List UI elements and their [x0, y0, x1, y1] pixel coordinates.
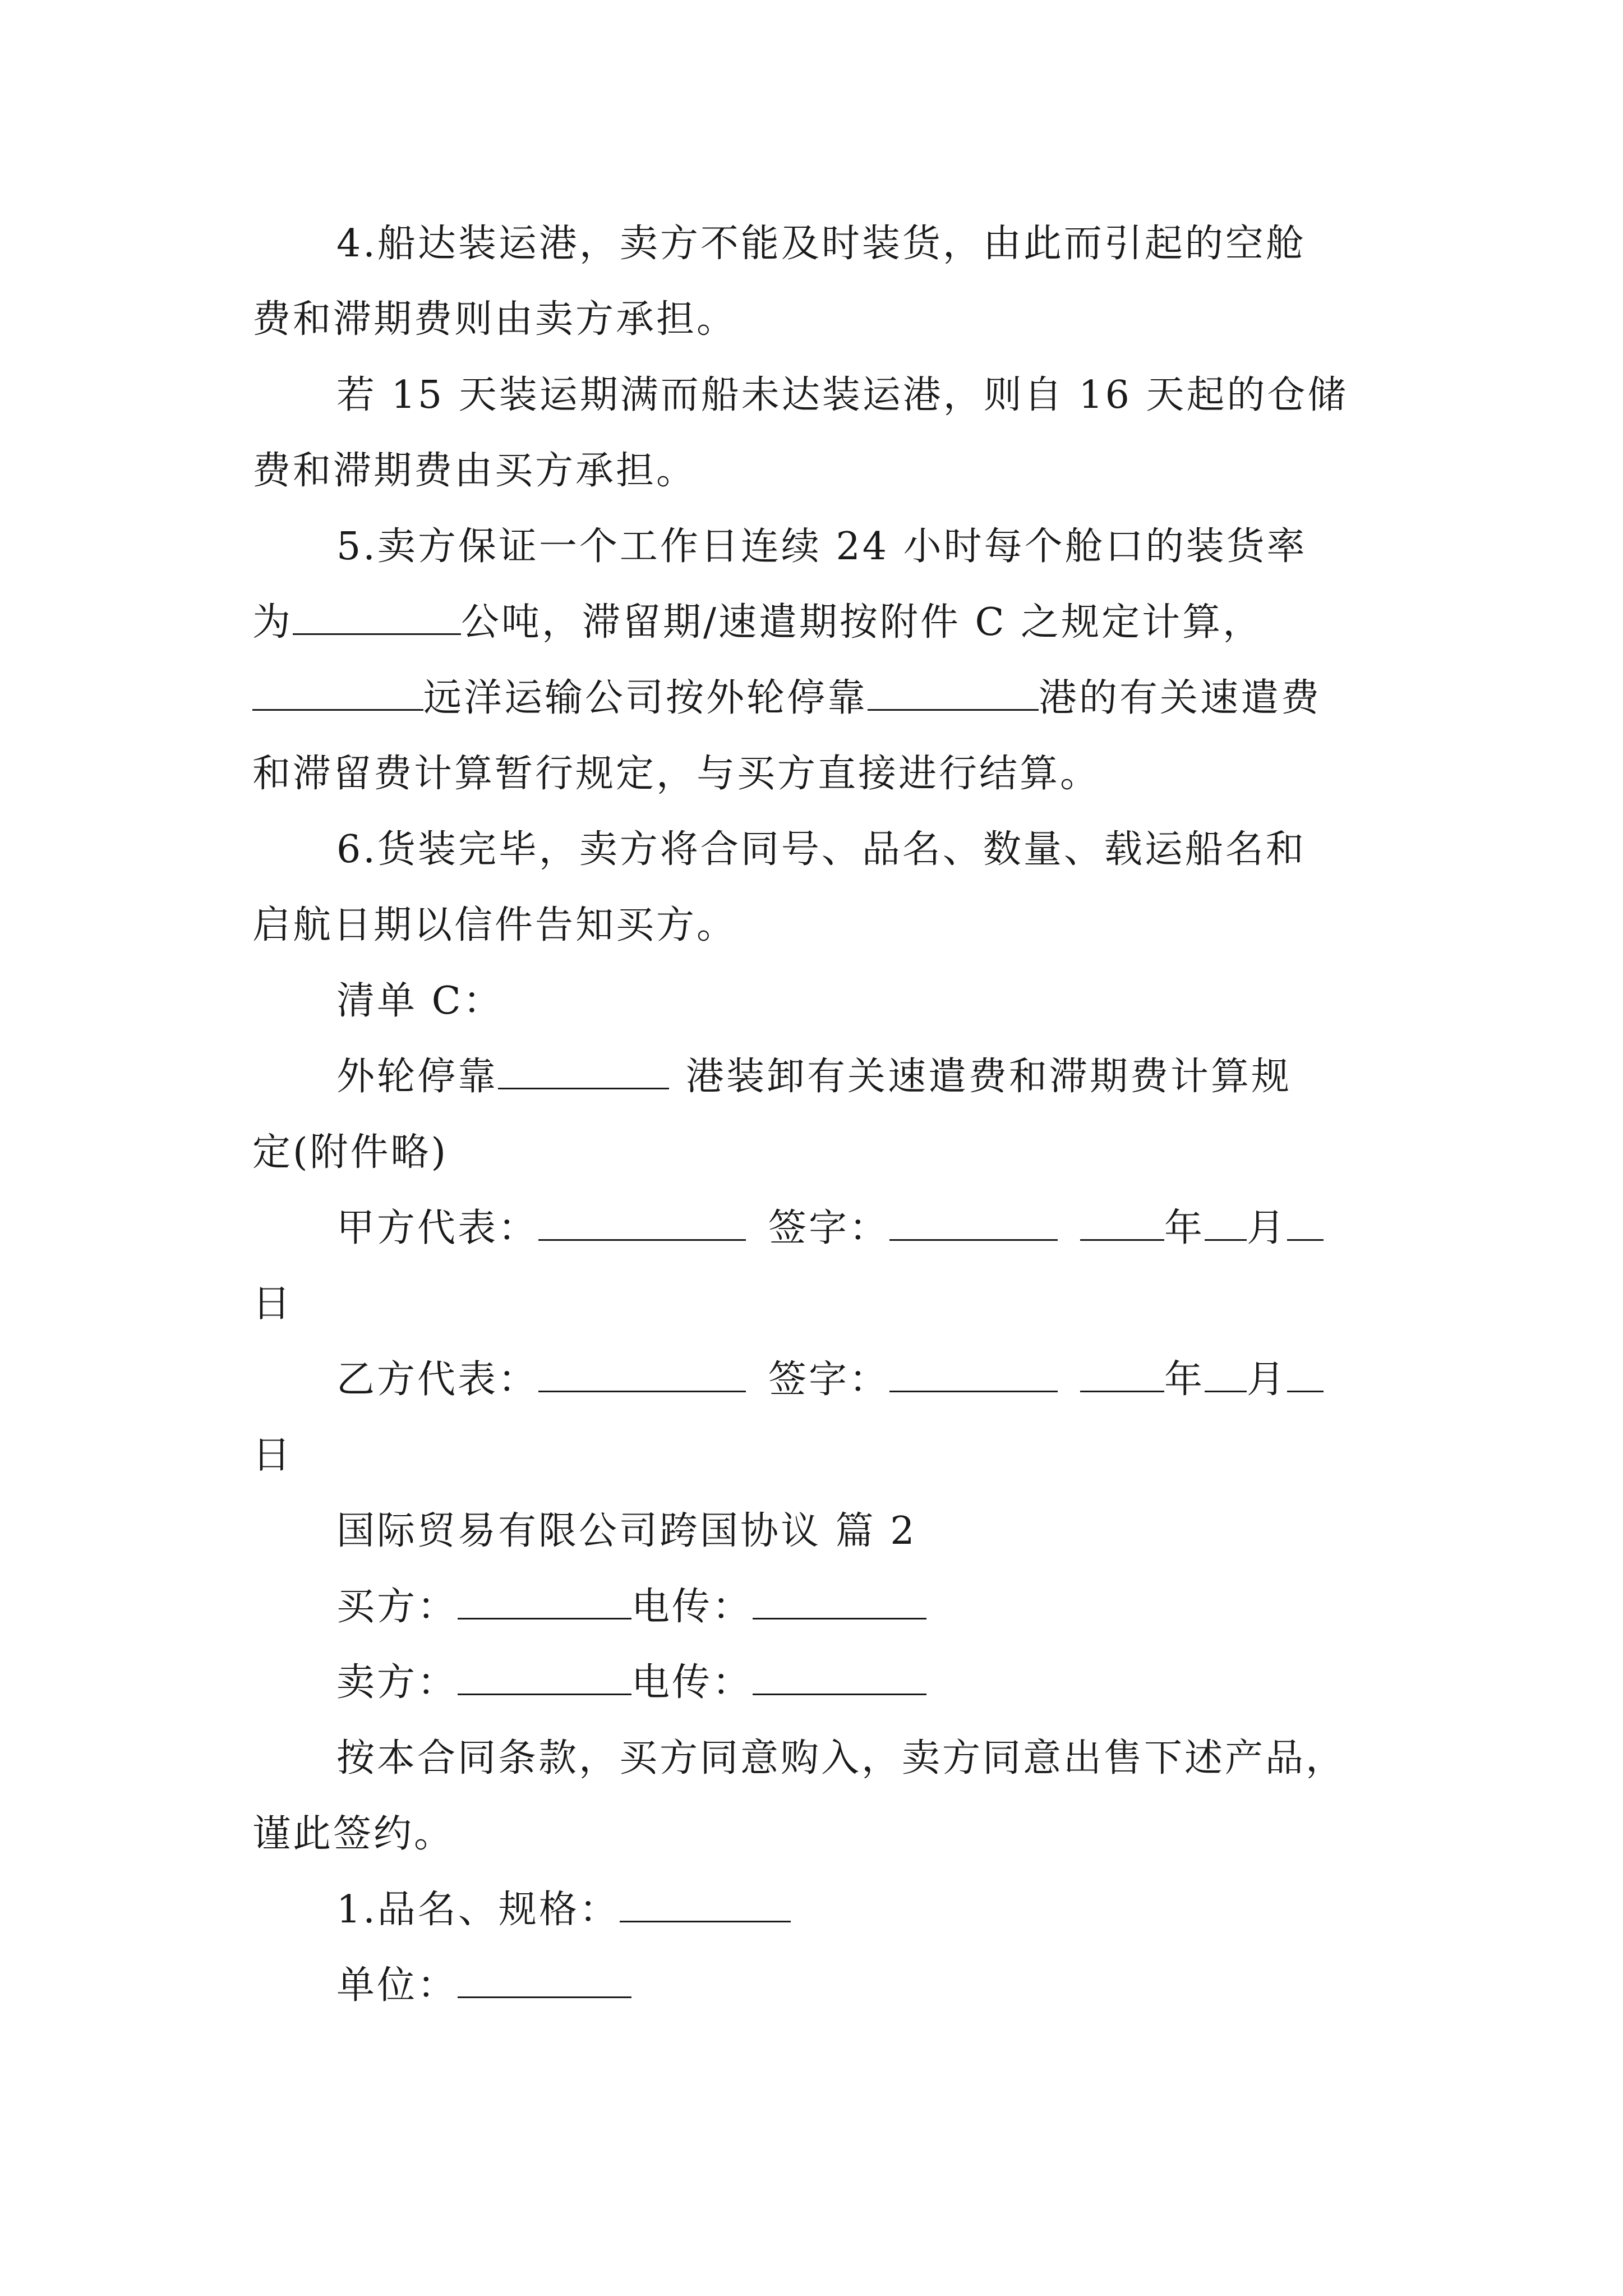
item4-cont-line1: 若 15 天装运期满而船未达装运港，则自 16 天起的仓储 — [336, 373, 1348, 417]
party-a-month-blank — [1205, 1207, 1247, 1241]
party-a-name-blank — [538, 1207, 746, 1241]
party-a-signature-line — [336, 1206, 1324, 1251]
buyer-telex-blank — [753, 1585, 926, 1619]
party-a-label: 甲方代表： — [336, 1206, 539, 1250]
unit-label: 单位： — [336, 1963, 458, 2008]
unit-line — [336, 1963, 631, 2008]
party-b-month-label: 月 — [1247, 1358, 1288, 1402]
party-a-year-label: 年 — [1164, 1206, 1205, 1250]
list-c-line1-prefix: 外轮停靠 — [336, 1055, 499, 1099]
item5-line4: 和滞留费计算暂行规定，与买方直接进行结算。 — [252, 752, 1101, 796]
buyer-telex-label: 电传： — [631, 1585, 753, 1629]
unit-blank — [458, 1964, 631, 1998]
item5-line3 — [252, 676, 1321, 721]
party-a-sign-blank — [889, 1207, 1058, 1241]
item4-line1: 4.船达装运港，卖方不能及时装货，由此而引起的空舱 — [336, 222, 1306, 266]
seller-label: 卖方： — [336, 1660, 458, 1705]
party-b-month-blank — [1205, 1358, 1247, 1392]
party-b-day-label: 日 — [252, 1433, 293, 1478]
party-b-sign-blank — [889, 1358, 1058, 1392]
buyer-label: 买方： — [336, 1585, 458, 1629]
item6-line2: 启航日期以信件告知买方。 — [252, 903, 737, 947]
buyer-line — [336, 1585, 926, 1630]
party-b-year-label: 年 — [1164, 1358, 1205, 1402]
party-b-year-blank — [1080, 1358, 1164, 1392]
seller-blank — [458, 1661, 631, 1695]
party-b-name-blank — [538, 1358, 746, 1392]
party-a-year-blank — [1080, 1207, 1164, 1241]
list-c-port-blank — [498, 1055, 669, 1089]
seller-telex-label: 电传： — [631, 1660, 753, 1705]
list-c-line1-suffix: 港装卸有关速遣费和滞期费计算规 — [686, 1055, 1292, 1099]
buyer-blank — [458, 1585, 631, 1619]
list-c-line1 — [336, 1055, 1292, 1099]
item4-line2: 费和滞期费则由卖方承担。 — [252, 297, 737, 342]
party-a-day-blank — [1287, 1207, 1324, 1241]
item5-line2-prefix: 为 — [252, 600, 293, 645]
party-a-month-label: 月 — [1247, 1206, 1288, 1250]
section2-title: 国际贸易有限公司跨国协议 篇 2 — [336, 1509, 917, 1553]
item5-line3-middle: 远洋运输公司按外轮停靠 — [423, 676, 868, 720]
item5-line3-suffix: 港的有关速遣费 — [1039, 676, 1322, 720]
party-a-day-label: 日 — [252, 1282, 293, 1326]
item6-line1: 6.货装完毕，卖方将合同号、品名、数量、载运船名和 — [336, 827, 1306, 872]
party-a-sign-label: 签字： — [768, 1206, 890, 1250]
seller-line — [336, 1660, 926, 1705]
seller-telex-blank — [753, 1661, 926, 1695]
loading-rate-blank — [293, 601, 461, 635]
item5-line1: 5.卖方保证一个工作日连续 24 小时每个舱口的装货率 — [336, 524, 1307, 569]
party-b-sign-label: 签字： — [768, 1358, 890, 1402]
port-name-blank — [868, 677, 1039, 711]
item5-line2-suffix: 公吨，滞留期/速遣期按附件 C 之规定计算， — [461, 600, 1264, 645]
list-c-line2: 定(附件略) — [252, 1130, 449, 1175]
item1-blank — [620, 1888, 791, 1922]
party-b-day-blank — [1287, 1358, 1324, 1392]
shipping-company-blank — [252, 677, 423, 711]
item5-line2 — [252, 600, 1263, 645]
item4-cont-line2: 费和滞期费由买方承担。 — [252, 449, 697, 493]
list-c-title: 清单 C： — [336, 979, 504, 1023]
intro-line1: 按本合同条款，买方同意购入，卖方同意出售下述产品， — [336, 1736, 1347, 1780]
party-b-label: 乙方代表： — [336, 1358, 539, 1402]
item1-label: 1.品名、规格： — [336, 1888, 620, 1932]
party-b-signature-line — [336, 1358, 1324, 1402]
intro-line2: 谨此签约。 — [252, 1812, 455, 1856]
item1-line — [336, 1888, 791, 1932]
